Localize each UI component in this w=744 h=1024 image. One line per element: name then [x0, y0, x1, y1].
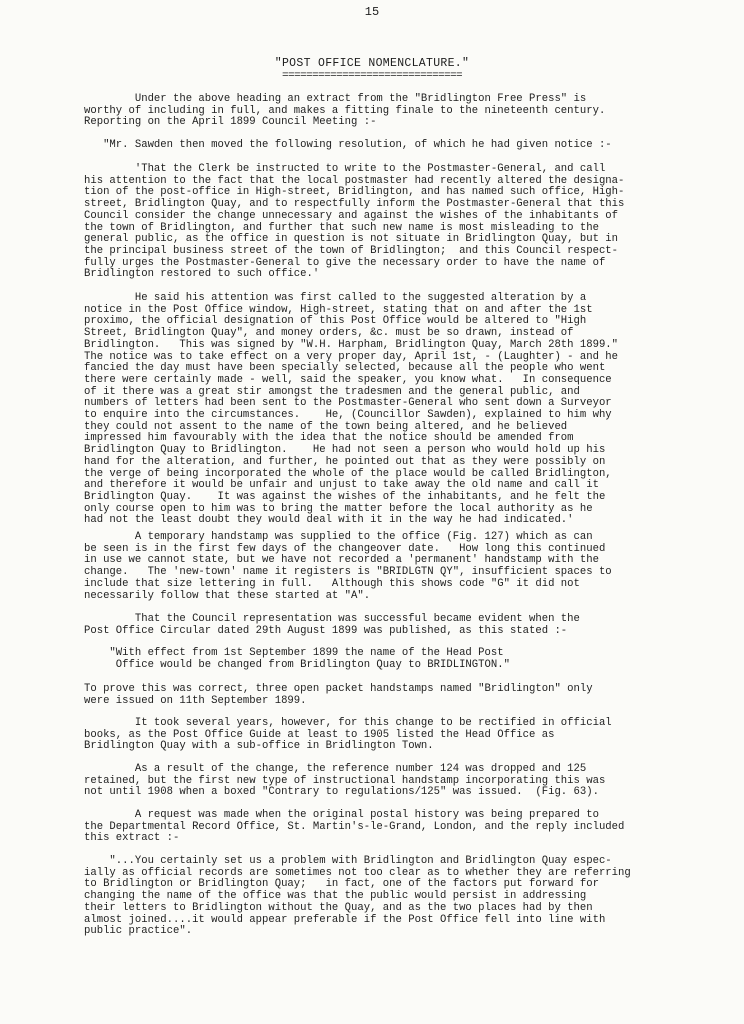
- motion-paragraph: "Mr. Sawden then moved the following resolution, of which he had given notice :-: [84, 139, 612, 151]
- title-underline: ==============================: [281, 70, 463, 82]
- handstamp-paragraph: A temporary handstamp was supplied to the office (Fig. 127) which as can be seen is in the first few days of the changeover date. How long this continued in use we cannot state, but we have not recorded a 'permanent' handstamp with the change. The 'new-town' name it registers is "BRIDLGTN QY", insufficient spaces to include that size lettering in full. Although this shows code "G" it did not necessarily follow that these started at "A".: [84, 531, 612, 602]
- proof-paragraph: To prove this was correct, three open packet handstamps named "Bridlington" only were issued on 11th September 1899.: [84, 683, 593, 707]
- council-paragraph: That the Council representation was successful became evident when the Post Office Circular dated 29th August 1899 was published, as this stated :-: [84, 613, 580, 637]
- request-paragraph: A request was made when the original postal history was being prepared to the Departmental Record Office, St. Martin's-le-Grand, London, and the reply included this extract :-: [84, 809, 625, 845]
- reference-paragraph: As a result of the change, the reference number 124 was dropped and 125 retained, but the first new type of instructional handstamp incorporating this was not until 1908 when a boxed "Contrary to regulations/125" was issued. (Fig. 63).: [84, 763, 606, 799]
- speech-paragraph: He said his attention was first called to the suggested alteration by a notice in the Post Office window, High-street, stating that on and after the 1st proximo, the official designation of this Post Office would be altered to "High Street, Bridlington Quay", and money orders, &c. must be so drawn, instead of Bridlington. This was signed by "W.H. Harpham, Bridlington Quay, March 28th 1899." The notice was to take effect on a very proper day, April 1st, - (Laughter) - and he fancied the day must have been specially selected, because all the people who went there were certainly made - well, said the speaker, you know what. In consequence of it there was a great stir amongst the tradesmen and the general public, and numbers of letters had been sent to the Postmaster-General who sent down a Surveyor to enquire into the circumstances. He, (Councillor Sawden), explained to him why they could not assent to the name of the town being altered, and he believed impressed him favourably with the idea that the notice should be amended from Bridlington Quay to Bridlington. He had not seen a person who would hold up his hand for the alteration, and further, he pointed out that as they were possibly on the verge of being incorporated the whole of the place would be called Bridlington, and therefore it would be unfair and unjust to take away the old name and call it Bridlington Quay. It was against the wishes of the inhabitants, and he felt the only course open to him was to bring the matter before the local authority as he had not the least doubt they would deal with it in the way he had indicated.': [84, 292, 619, 527]
- resolution-quote: 'That the Clerk be instructed to write to the Postmaster-General, and call his attention to the fact that the local postmaster had recently altered the designa- tion of the post-office in High-street, Bridlington, and has named such office, High- street, Bridlington Quay, and to respectfully inform the Postmaster-General that this Council consider the change unnecessary and against the wishes of the inhabitants of the town of Bridlington, and further that such new name is most misleading to the general public, as the office in question is not situate in Bridlington Quay, but in the principal business street of the town of Bridlington; and this Council respect- fully urges the Postmaster-General to give the necessary order to have the name of Bridlington restored to such office.': [84, 163, 625, 281]
- reply-quote: "...You certainly set us a problem with Bridlington and Bridlington Quay espec- ially as official records are sometimes not too clear as to whether they are referring to Bridlington or Bridlington Quay; in fact, one of the factors put forward for changing the name of the office was that the public would persist in addressing their letters to Bridlington without the Quay, and as the two places had by then almost joined....it would appear preferable if the Post Office fell into line with public practice".: [84, 855, 631, 938]
- intro-paragraph: Under the above heading an extract from the "Bridlington Free Press" is worthy of including in full, and makes a fitting finale to the nineteenth century. Reporting on the April 1899 Council Meeting :-: [84, 93, 606, 129]
- section-title: "POST OFFICE NOMENCLATURE.": [274, 57, 470, 70]
- page-number: 15: [364, 5, 380, 19]
- circular-quote: "With effect from 1st September 1899 the name of the Head Post Office would be changed from Bridlington Quay to BRIDLINGTON.": [109, 647, 510, 671]
- guide-paragraph: It took several years, however, for this change to be rectified in official books, as the Post Office Guide at least to 1905 listed the Head Office as Bridlington Quay with a sub-office in Bridlington Town.: [84, 717, 612, 753]
